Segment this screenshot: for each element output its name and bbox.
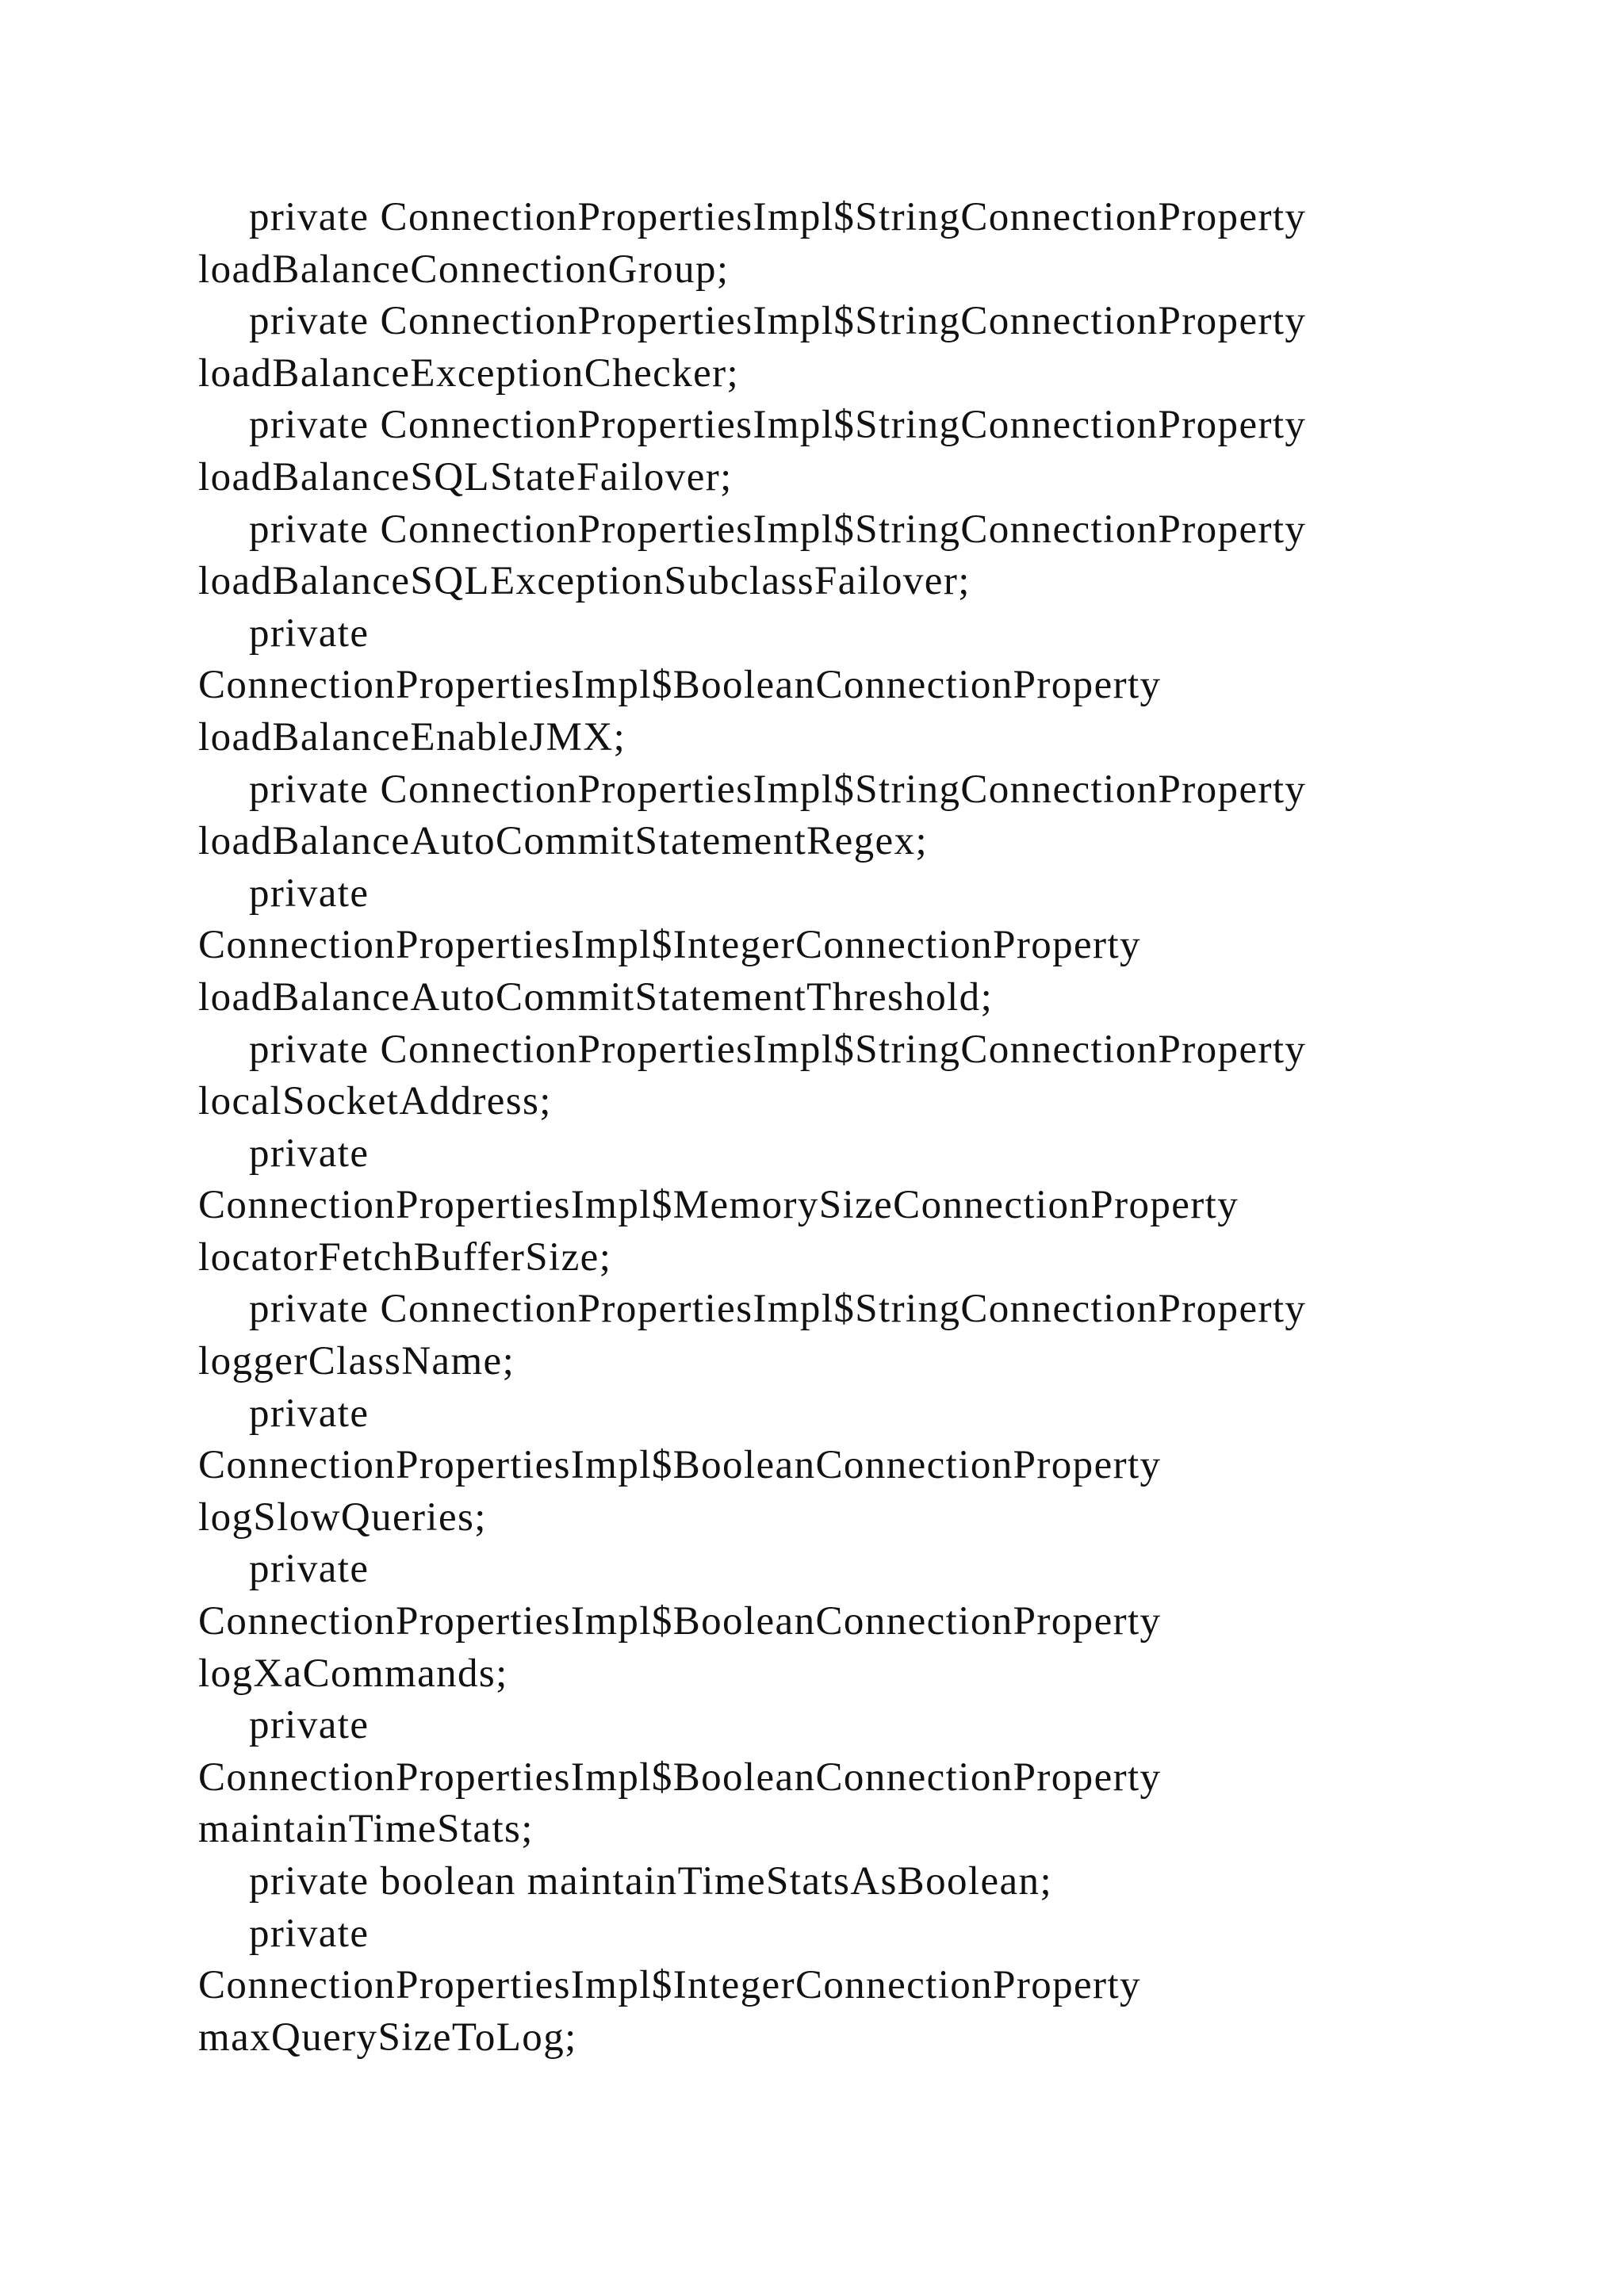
code-line: private ConnectionPropertiesImpl$StringConnectionProperty: [249, 403, 1307, 448]
code-line: loggerClassName;: [198, 1339, 515, 1384]
code-line: private ConnectionPropertiesImpl$StringConnectionProperty: [249, 1027, 1307, 1072]
code-line: loadBalanceAutoCommitStatementThreshold;: [198, 974, 994, 1020]
code-line: loadBalanceSQLExceptionSubclassFailover;: [198, 559, 971, 604]
code-line: loadBalanceSQLStateFailover;: [198, 454, 733, 499]
code-line: private boolean maintainTimeStatsAsBoolean;: [249, 1859, 1053, 1904]
code-line: loadBalanceExceptionChecker;: [198, 350, 740, 396]
code-line: locatorFetchBufferSize;: [198, 1234, 612, 1280]
code-line: maintainTimeStats;: [198, 1807, 534, 1852]
code-line: ConnectionPropertiesImpl$BooleanConnectionProperty: [198, 1443, 1162, 1488]
code-line: logSlowQueries;: [198, 1494, 487, 1540]
code-line: ConnectionPropertiesImpl$BooleanConnectionProperty: [198, 1755, 1162, 1800]
code-line: private ConnectionPropertiesImpl$StringConnectionProperty: [249, 195, 1307, 239]
code-line: private: [249, 1131, 370, 1176]
code-line: private ConnectionPropertiesImpl$StringConnectionProperty: [249, 1287, 1307, 1332]
code-line: private: [249, 1547, 370, 1592]
code-line: private ConnectionPropertiesImpl$StringConnectionProperty: [249, 767, 1307, 812]
code-line: ConnectionPropertiesImpl$BooleanConnectionProperty: [198, 663, 1162, 708]
code-line: private: [249, 1911, 370, 1956]
code-line: private: [249, 1703, 370, 1748]
code-line: loadBalanceConnectionGroup;: [198, 247, 730, 292]
code-line: logXaCommands;: [198, 1651, 508, 1696]
code-line: private: [249, 871, 370, 916]
code-line: ConnectionPropertiesImpl$MemorySizeConnectionProperty: [198, 1183, 1239, 1228]
code-line: ConnectionPropertiesImpl$BooleanConnectionProperty: [198, 1599, 1162, 1644]
code-line: loadBalanceEnableJMX;: [198, 714, 626, 760]
code-line: private: [249, 1391, 370, 1436]
code-line: private: [249, 610, 370, 656]
code-line: ConnectionPropertiesImpl$IntegerConnectionProperty: [198, 923, 1141, 968]
code-line: loadBalanceAutoCommitStatementRegex;: [198, 819, 929, 864]
code-line: maxQuerySizeToLog;: [198, 2015, 577, 2060]
code-listing: [198, 192, 1435, 2064]
code-line: private ConnectionPropertiesImpl$StringConnectionProperty: [249, 507, 1307, 552]
code-line: private ConnectionPropertiesImpl$StringConnectionProperty: [249, 299, 1307, 344]
code-line: localSocketAddress;: [198, 1079, 552, 1124]
code-line: ConnectionPropertiesImpl$IntegerConnectionProperty: [198, 1963, 1141, 2008]
